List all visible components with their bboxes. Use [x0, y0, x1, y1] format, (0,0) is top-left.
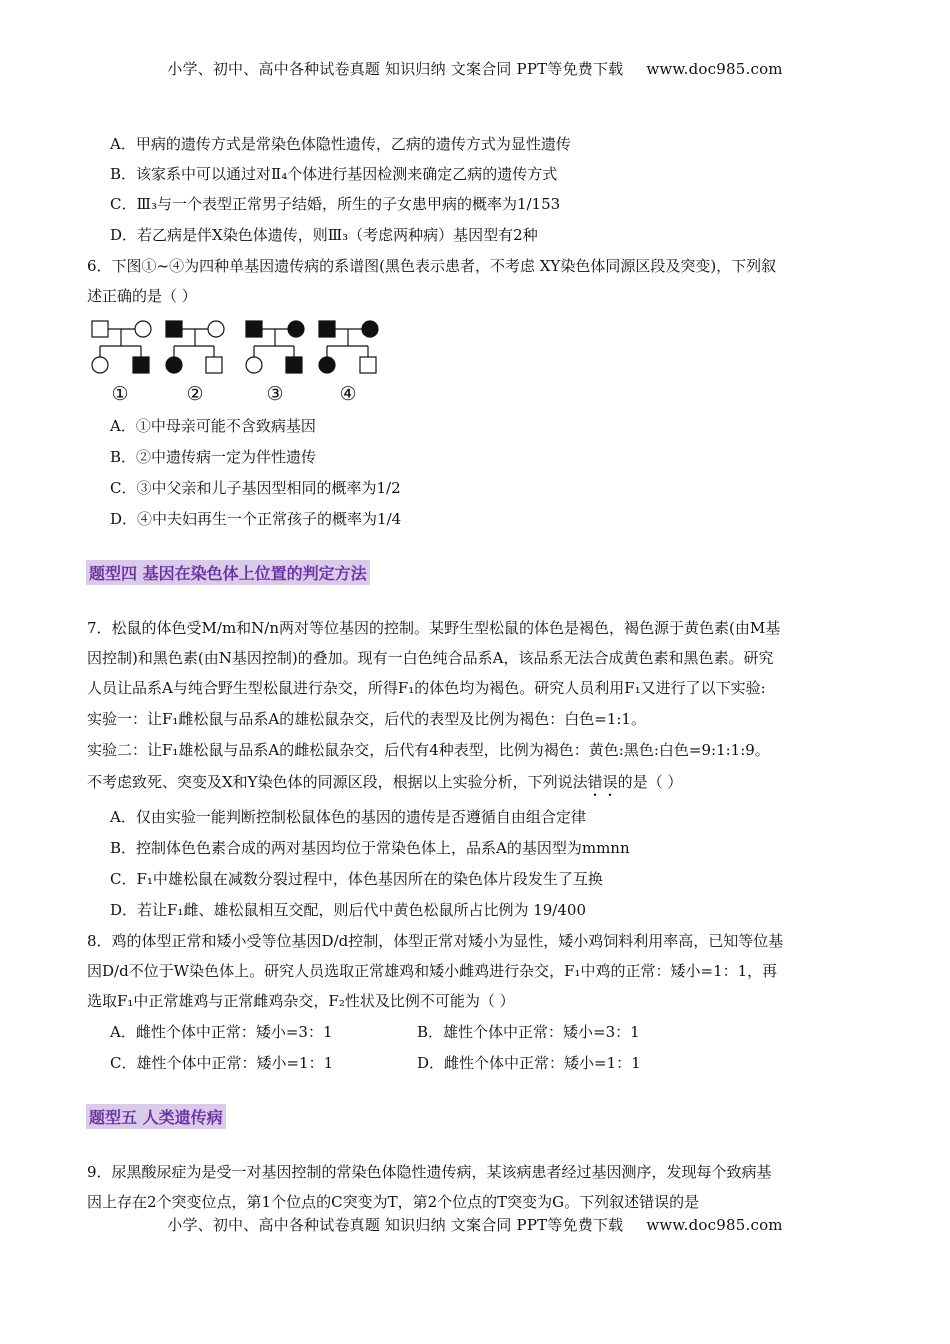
q8-line1: 8．鸡的体型正常和矮小受等位基因D/d控制，体型正常对矮小为显性，矮小鸡饲料利用率高，已知等位基: [87, 932, 784, 950]
p2-mother: [208, 321, 224, 337]
q9-line1: 9．尿黑酸尿症为是受一对基因控制的常染色体隐性遗传病，某该病患者经过基因测序，发现每个致病基: [87, 1163, 772, 1181]
p4-mother: [362, 321, 378, 337]
p1-mother: [135, 321, 151, 337]
q7-option-d: D．若让F₁雌、雄松鼠相互交配，则后代中黄色松鼠所占比例为 19/400: [110, 901, 586, 919]
q7-line5: 实验二：让F₁雄松鼠与品系A的雌松鼠杂交，后代有4种表型，比例为褐色：黄色:黑色:白色=9:1:1:9。: [87, 741, 770, 759]
pedigree-4: [319, 321, 378, 373]
p1-daughter: [92, 357, 108, 373]
p1-father: [92, 321, 108, 337]
p4-son: [360, 357, 376, 373]
q5-option-c: C．Ⅲ₃与一个表型正常男子结婚，所生的子女患甲病的概率为1/153: [110, 195, 561, 213]
q8-option-c: C．雄性个体中正常：矮小=1：1: [110, 1054, 334, 1072]
pedigree-3: [246, 321, 304, 373]
pedigree-label-3: ③: [266, 383, 284, 405]
section-heading-5: 题型五 人类遗传病: [86, 1104, 226, 1129]
p3-father: [246, 321, 262, 337]
q6-option-a: A．①中母亲可能不含致病基因: [110, 417, 316, 435]
q7-option-b: B．控制体色色素合成的两对基因均位于常染色体上，品系A的基因型为mmnn: [110, 839, 630, 857]
q7-option-a: A．仅由实验一能判断控制松鼠体色的基因的遗传是否遵循自由组合定律: [110, 808, 586, 826]
pedigree-label-2: ②: [186, 383, 204, 405]
p2-son: [206, 357, 222, 373]
p3-son: [286, 357, 302, 373]
page-footer: [0, 1214, 950, 1235]
q7-line2: 因控制)和黑色素(由N基因控制)的叠加。现有一白色纯合品系A，该品系无法合成黄色素和黑色素。研究: [87, 649, 774, 667]
q8-line2: 因D/d不位于W染色体上。研究人员选取正常雄鸡和矮小雌鸡进行杂交，F₁中鸡的正常：矮小=1：1，再: [87, 962, 778, 980]
q6-stem-line1: 6．下图①~④为四种单基因遗传病的系谱图(黑色表示患者，不考虑 XY染色体同源区段及突变)，下列叙: [87, 257, 777, 275]
footer-text: 小学、初中、高中各种试卷真题 知识归纳 文案合同 PPT等免费下载: [167, 1216, 624, 1234]
q8-option-b: B．雄性个体中正常：矮小=3：1: [417, 1023, 640, 1041]
pedigree-2: [166, 321, 224, 373]
q6-option-d: D．④中夫妇再生一个正常孩子的概率为1/4: [110, 510, 402, 528]
q8-option-d: D．雌性个体中正常：矮小=1：1: [417, 1054, 641, 1072]
p3-mother: [288, 321, 304, 337]
q7-line6-emphasis: 错误: [587, 773, 618, 791]
q6-stem-line2: 述正确的是（ ）: [87, 287, 197, 305]
q5-option-a: A．甲病的遗传方式是常染色体隐性遗传，乙病的遗传方式为显性遗传: [110, 135, 571, 153]
q6-option-c: C．③中父亲和儿子基因型相同的概率为1/2: [110, 479, 401, 497]
p4-daughter: [319, 357, 335, 373]
p2-daughter: [166, 357, 182, 373]
header-text: 小学、初中、高中各种试卷真题 知识归纳 文案合同 PPT等免费下载: [167, 60, 624, 78]
q7-line6-pre: 不考虑致死、突变及X和Y染色体的同源区段，根据以上实验分析，下列说法: [87, 773, 588, 791]
q5-option-d: D．若乙病是伴X染色体遗传，则Ⅲ₃（考虑两种病）基因型有2种: [110, 226, 538, 244]
q9-line2: 因上存在2个突变位点，第1个位点的C突变为T，第2个位点的T突变为G。下列叙述错误的是: [87, 1193, 700, 1211]
q7-line6-post: 的是（ ）: [617, 773, 683, 791]
footer-site: www.doc985.com: [646, 1216, 783, 1234]
pedigree-1: [92, 321, 151, 373]
page-header: [0, 58, 950, 79]
p3-daughter: [246, 357, 262, 373]
q7-option-c: C．F₁中雄松鼠在减数分裂过程中，体色基因所在的染色体片段发生了互换: [110, 870, 603, 888]
q6-option-b: B．②中遗传病一定为伴性遗传: [110, 448, 317, 466]
pedigree-figure: [86, 316, 386, 406]
pedigree-label-1: ①: [111, 383, 129, 405]
q8-line3: 选取F₁中正常雄鸡与正常雌鸡杂交，F₂性状及比例不可能为（ ）: [87, 992, 515, 1010]
q7-line6: [87, 771, 682, 800]
q7-line4: 实验一：让F₁雌松鼠与品系A的雄松鼠杂交，后代的表型及比例为褐色：白色=1:1。: [87, 710, 646, 728]
p2-father: [166, 321, 182, 337]
pedigree-label-4: ④: [339, 383, 357, 405]
p4-father: [319, 321, 335, 337]
q5-option-b: B．该家系中可以通过对Ⅱ₄个体进行基因检测来确定乙病的遗传方式: [110, 165, 558, 183]
section-heading-4: 题型四 基因在染色体上位置的判定方法: [86, 560, 370, 585]
q7-line1: 7．松鼠的体色受M/m和N/n两对等位基因的控制。某野生型松鼠的体色是褐色，褐色源于黄色素(由M基: [87, 619, 781, 637]
q8-option-a: A．雌性个体中正常：矮小=3：1: [110, 1023, 333, 1041]
q7-line3: 人员让品系A与纯合野生型松鼠进行杂交，所得F₁的体色均为褐色。研究人员利用F₁又进行了以下实验:: [87, 679, 766, 697]
header-site: www.doc985.com: [646, 60, 783, 78]
p1-son: [133, 357, 149, 373]
